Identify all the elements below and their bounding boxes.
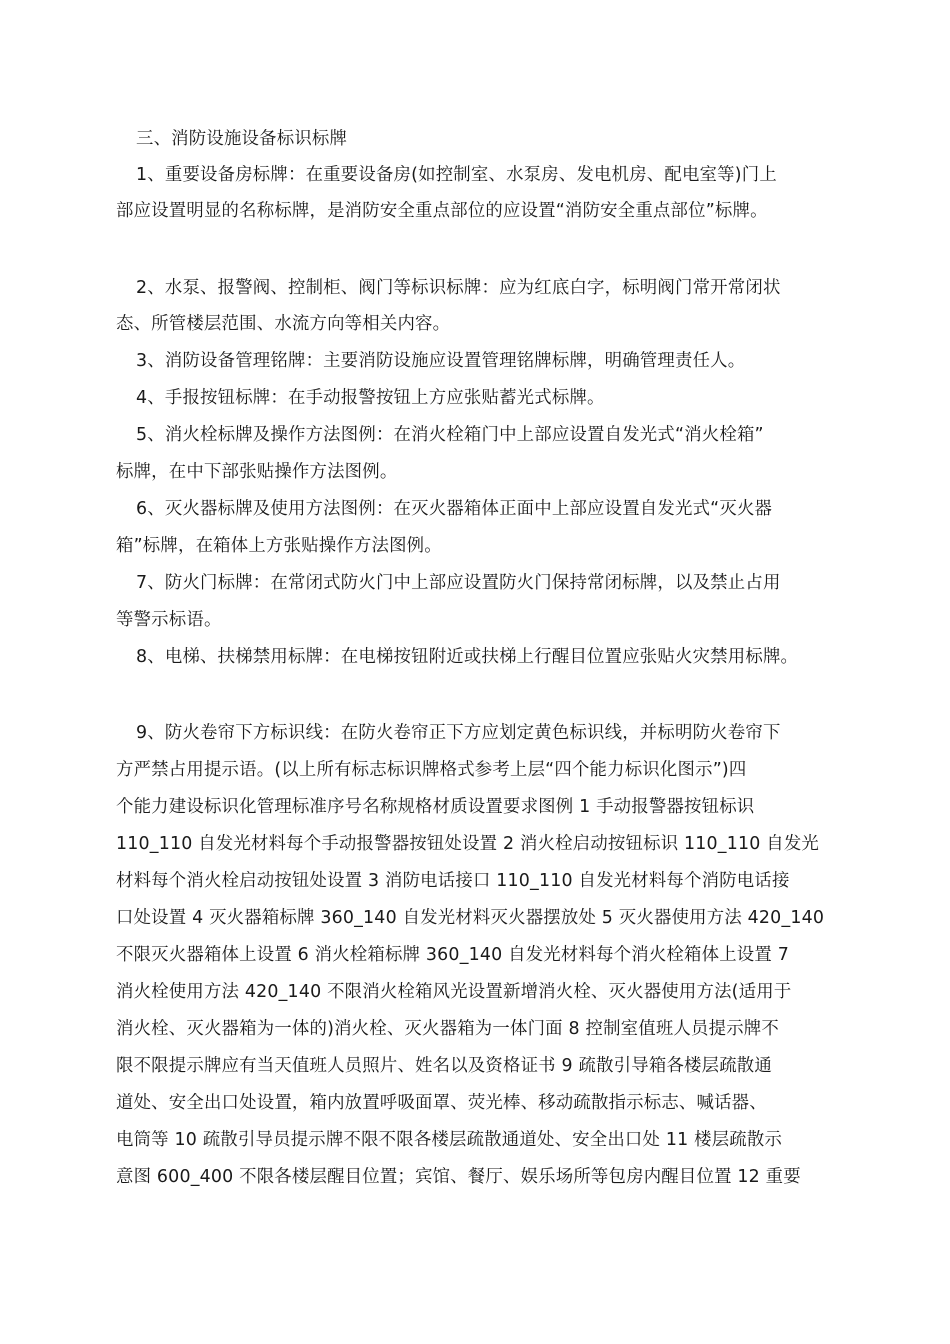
paragraph-9-line-6: 口处设置 4 灭火器箱标牌 360_140 自发光材料灭火器摆放处 5 灭火器使用方法 420_140 [116,908,825,928]
paragraph-9-line-7: 不限灭火器箱体上设置 6 消火栓箱标牌 360_140 自发光材料每个消火栓箱体上设置 7 [116,945,789,965]
paragraph-7-line-2: 等警示标语。 [116,610,222,630]
paragraph-6-line-2: 箱”标牌，在箱体上方张贴操作方法图例。 [116,536,442,556]
paragraph-6-line-1: 6、灭火器标牌及使用方法图例：在灭火器箱体正面中上部应设置自发光式“灭火器 [136,499,773,519]
paragraph-5-line-2: 标牌，在中下部张贴操作方法图例。 [116,462,398,482]
paragraph-9-line-3: 个能力建设标识化管理标准序号名称规格材质设置要求图例 1 手动报警器按钮标识 [116,797,755,817]
paragraph-9-line-4: 110_110 自发光材料每个手动报警器按钮处设置 2 消火栓启动按钮标识 110_110 自发光 [116,834,819,854]
paragraph-7-line-1: 7、防火门标牌：在常闭式防火门中上部应设置防火门保持常闭标牌，以及禁止占用 [136,573,781,593]
section-heading: 三、消防设施设备标识标牌 [136,129,348,149]
paragraph-9-line-13: 意图 600_400 不限各楼层醒目位置；宾馆、餐厅、娱乐场所等包房内醒目位置 12 重要 [116,1167,801,1187]
paragraph-2-line-1: 2、水泵、报警阀、控制柜、阀门等标识标牌：应为红底白字，标明阀门常开常闭状 [136,278,781,298]
paragraph-1-line-2: 部应设置明显的名称标牌，是消防安全重点部位的应设置“消防安全重点部位”标牌。 [116,201,768,221]
paragraph-9-line-10: 限不限提示牌应有当天值班人员照片、姓名以及资格证书 9 疏散引导箱各楼层疏散通 [116,1056,772,1076]
paragraph-9-line-9: 消火栓、灭火器箱为一体的)消火栓、灭火器箱为一体门面 8 控制室值班人员提示牌不 [116,1019,779,1039]
paragraph-9-line-5: 材料每个消火栓启动按钮处设置 3 消防电话接口 110_110 自发光材料每个消防电话接 [116,871,790,891]
paragraph-8-line-1: 8、电梯、扶梯禁用标牌：在电梯按钮附近或扶梯上行醒目位置应张贴火灾禁用标牌。 [136,647,799,667]
paragraph-3-line-1: 3、消防设备管理铭牌：主要消防设施应设置管理铭牌标牌，明确管理责任人。 [136,351,746,371]
paragraph-9-line-8: 消火栓使用方法 420_140 不限消火栓箱风光设置新增消火栓、灭火器使用方法(适用于 [116,982,792,1002]
paragraph-9-line-2: 方严禁占用提示语。(以上所有标志标识牌格式参考上层“四个能力标识化图示”)四 [116,760,747,780]
paragraph-4-line-1: 4、手报按钮标牌：在手动报警按钮上方应张贴蓄光式标牌。 [136,388,605,408]
paragraph-2-line-2: 态、所管楼层范围、水流方向等相关内容。 [116,314,451,334]
paragraph-9-line-1: 9、防火卷帘下方标识线：在防火卷帘正下方应划定黄色标识线，并标明防火卷帘下 [136,723,781,743]
paragraph-5-line-1: 5、消火栓标牌及操作方法图例：在消火栓箱门中上部应设置自发光式“消火栓箱” [136,425,764,445]
paragraph-9-line-12: 电筒等 10 疏散引导员提示牌不限不限各楼层疏散通道处、安全出口处 11 楼层疏散示 [116,1130,783,1150]
paragraph-9-line-11: 道处、安全出口处设置，箱内放置呼吸面罩、荧光棒、移动疏散指示标志、喊话器、 [116,1093,767,1113]
paragraph-1-line-1: 1、重要设备房标牌：在重要设备房(如控制室、水泵房、发电机房、配电室等)门上 [136,165,777,185]
